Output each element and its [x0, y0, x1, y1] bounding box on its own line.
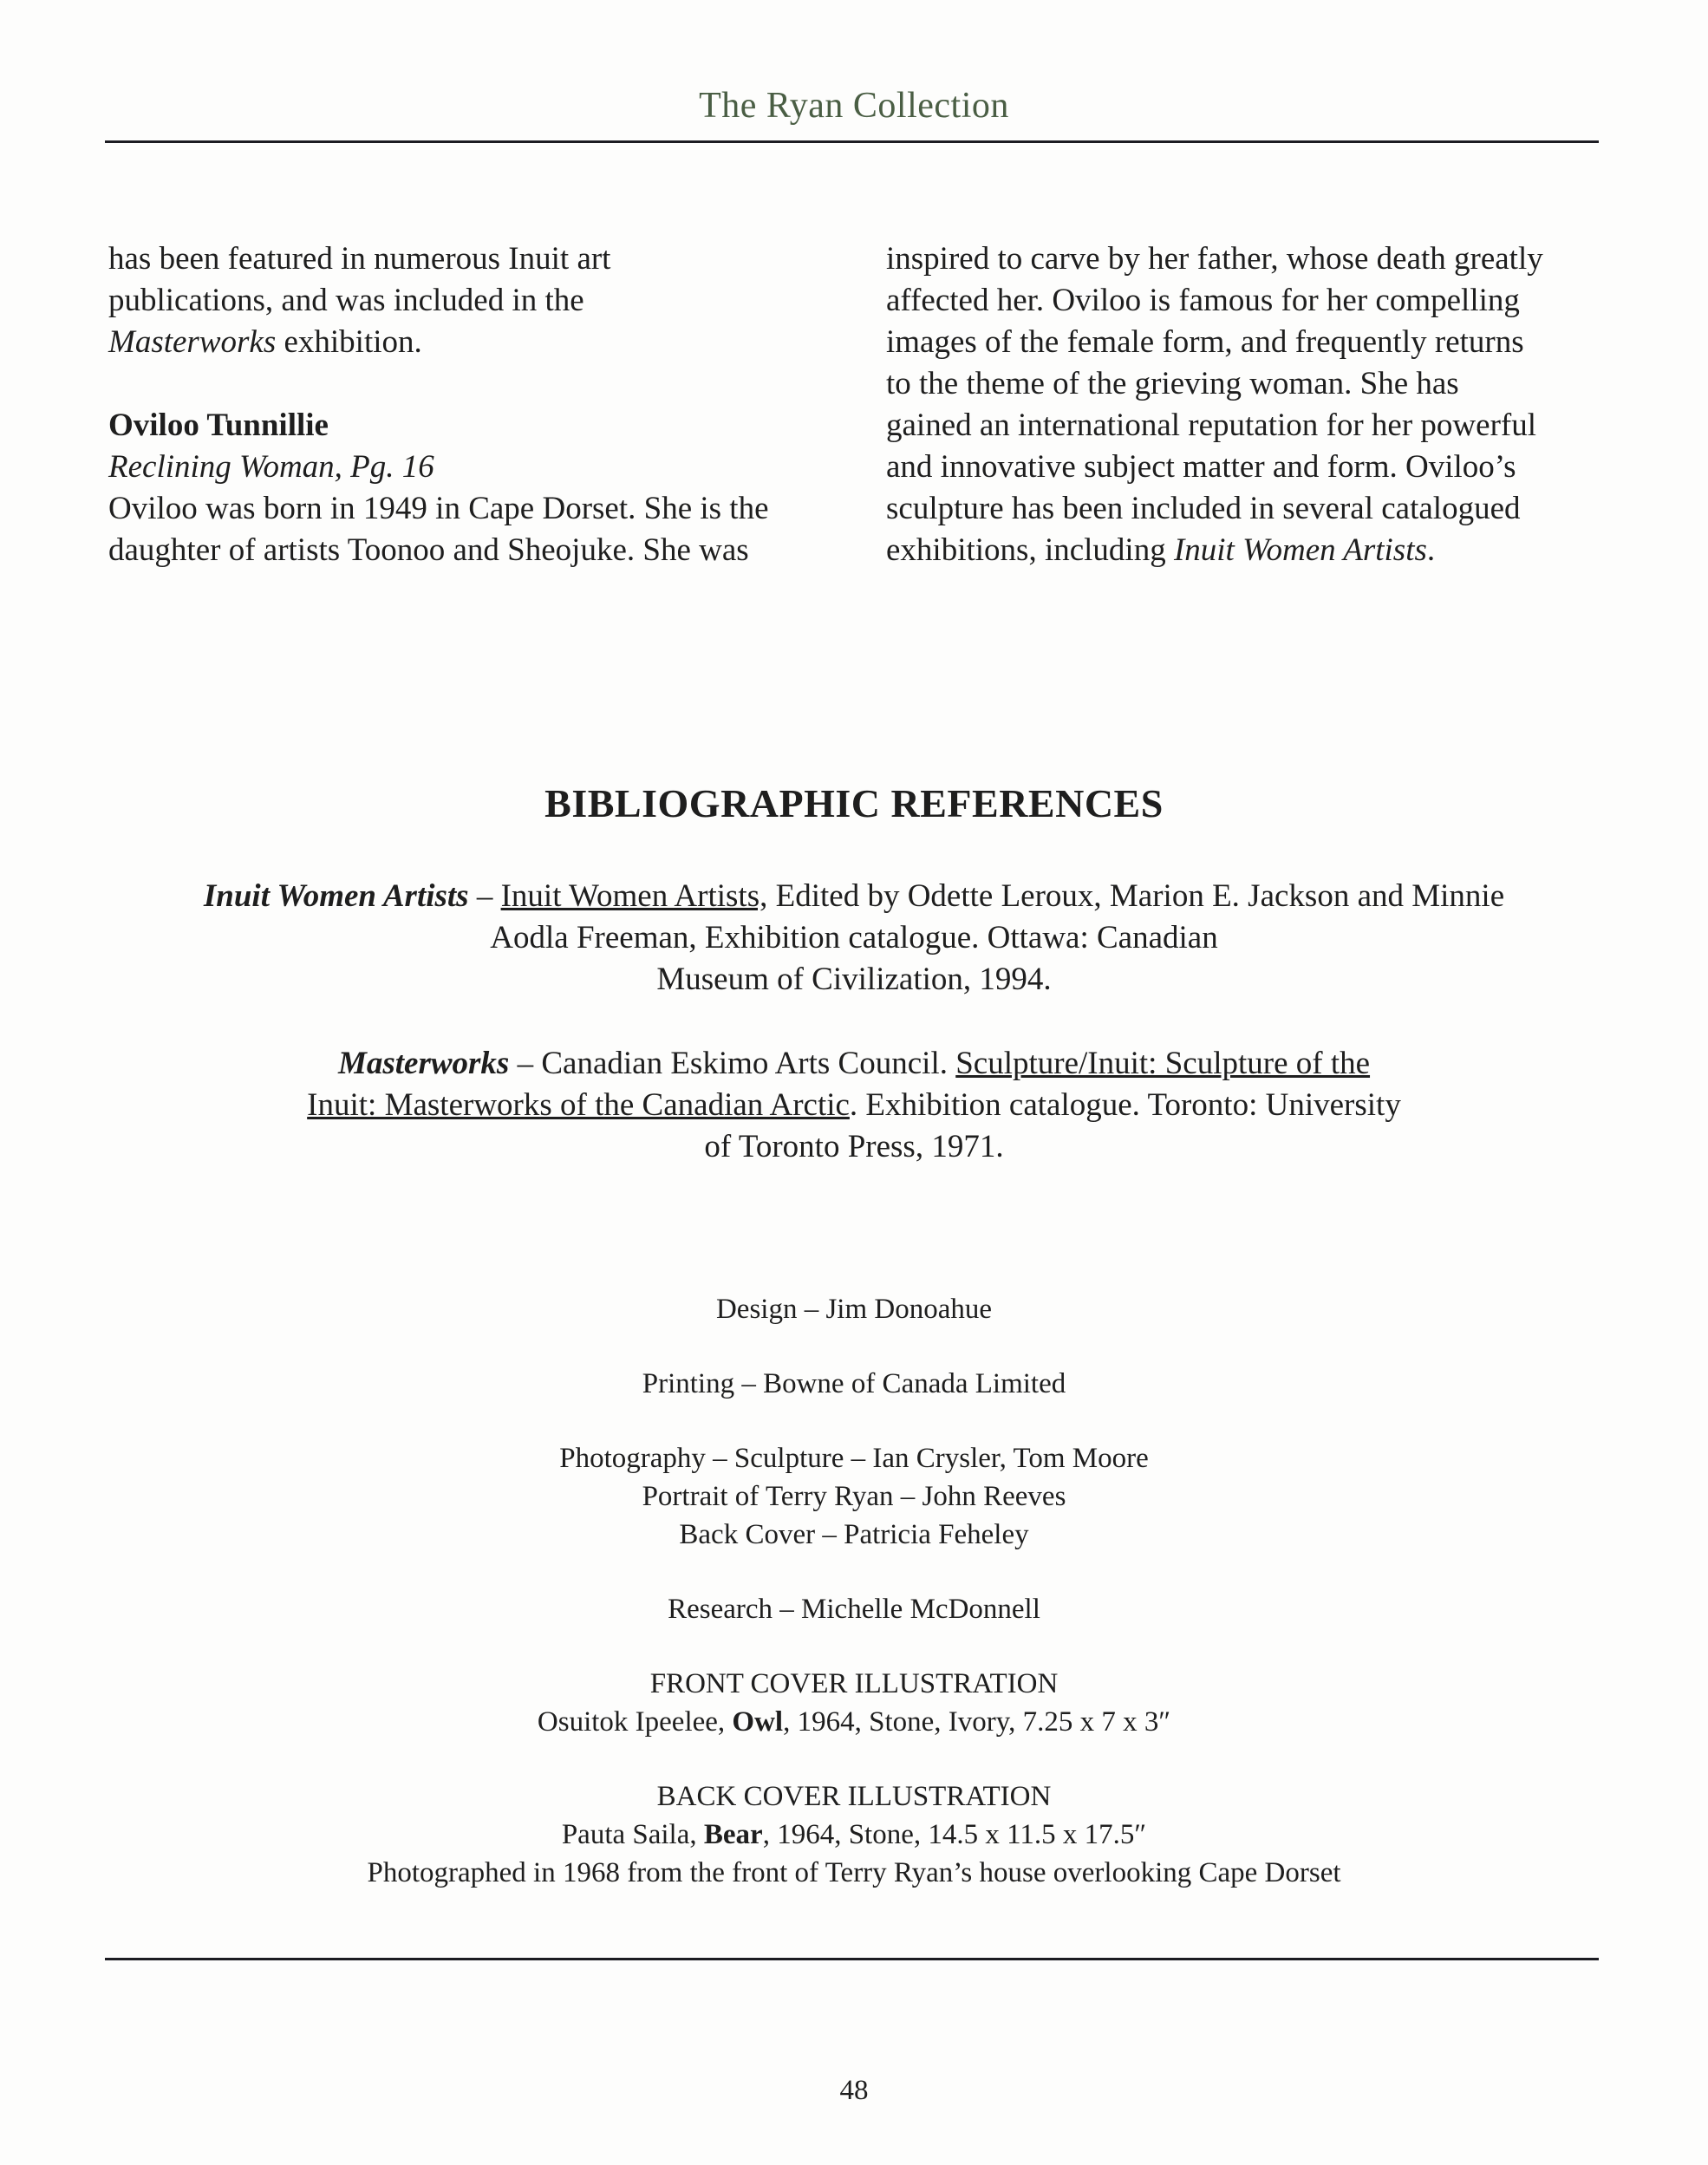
- bio-line: sculpture has been included in several catalogued: [886, 491, 1521, 526]
- separator: –: [468, 878, 501, 914]
- bibliography-heading: BIBLIOGRAPHIC REFERENCES: [544, 781, 1164, 825]
- credit-research: Research – Michelle McDonnell: [668, 1594, 1040, 1625]
- reference-text: Museum of Civilization, 1994.: [656, 962, 1052, 997]
- bio-line: to the theme of the grieving woman. She has: [886, 366, 1459, 401]
- reference-title: Inuit Women Artists,: [500, 878, 768, 914]
- artist-name: Oviloo Tunnillie: [108, 408, 329, 443]
- credit-printing: Printing – Bowne of Canada Limited: [642, 1368, 1066, 1399]
- spacer: [0, 1554, 1708, 1590]
- header-rule: [105, 140, 1599, 143]
- bio-line: affected her. Oviloo is famous for her compelling: [886, 283, 1520, 318]
- spacer: [0, 1628, 1708, 1665]
- running-header: The Ryan Collection: [699, 86, 1009, 126]
- work-details: , 1964, Stone, Ivory, 7.25 x 7 x 3″: [783, 1706, 1171, 1738]
- bio-line: images of the female form, and frequently returns: [886, 324, 1524, 360]
- artist-entry: [108, 405, 828, 571]
- reference-text: Canadian Eskimo Arts Council.: [541, 1046, 956, 1081]
- footer-rule: [105, 1958, 1599, 1960]
- front-cover-heading: FRONT COVER ILLUSTRATION: [649, 1668, 1059, 1699]
- credits-section: [0, 1290, 1708, 1892]
- bibliography-reference: [113, 1043, 1595, 1168]
- back-cover-note: Photographed in 1968 from the front of Terry Ryan’s house overlooking Cape Dorset: [367, 1857, 1341, 1888]
- bio-line: gained an international reputation for her powerful: [886, 408, 1536, 443]
- punctuation: .: [1426, 532, 1436, 568]
- work-details: , 1964, Stone, 14.5 x 11.5 x 17.5″: [762, 1819, 1147, 1850]
- left-column: [108, 238, 828, 571]
- work-title: Owl: [732, 1706, 784, 1738]
- artwork-reference: Reclining Woman, Pg. 16: [108, 449, 434, 485]
- bibliography-reference: [113, 876, 1595, 1001]
- bio-line: inspired to carve by her father, whose death greatly: [886, 241, 1543, 277]
- artist-name: Pauta Saila,: [561, 1819, 704, 1850]
- credit-photography: Photography – Sculpture – Ian Crysler, Tom Moore: [559, 1443, 1149, 1474]
- back-cover-caption: [0, 1816, 1708, 1854]
- spacer: [0, 1403, 1708, 1439]
- reference-text: . Exhibition catalogue. Toronto: University: [849, 1087, 1401, 1123]
- credit-photography: Back Cover – Patricia Feheley: [679, 1519, 1029, 1550]
- bio-line: and innovative subject matter and form. Oviloo’s: [886, 449, 1516, 485]
- reference-text: Aodla Freeman, Exhibition catalogue. Ottawa: Canadian: [490, 920, 1218, 955]
- bio-line: Oviloo was born in 1949 in Cape Dorset. She is the: [108, 491, 769, 526]
- spacer: [0, 1328, 1708, 1365]
- reference-short-title: Inuit Women Artists: [203, 878, 469, 914]
- reference-title: Sculpture/Inuit: Sculpture of the: [955, 1046, 1371, 1081]
- spacer: [108, 363, 828, 405]
- spacer: [0, 1741, 1708, 1777]
- reference-title: Inuit: Masterworks of the Canadian Arctic: [307, 1087, 850, 1123]
- back-cover-heading: BACK COVER ILLUSTRATION: [656, 1781, 1052, 1812]
- work-title: Bear: [703, 1819, 763, 1850]
- bio-line: daughter of artists Toonoo and Sheojuke. She was: [108, 532, 749, 568]
- reference-text: of Toronto Press, 1971.: [704, 1129, 1004, 1164]
- bio-continued: [886, 238, 1623, 571]
- reference-text: Edited by Odette Leroux, Marion E. Jackson and Minnie: [767, 878, 1505, 914]
- right-column: [886, 238, 1623, 571]
- page-number: 48: [839, 2075, 869, 2106]
- text-line: exhibition.: [276, 324, 422, 360]
- intro-text: [108, 238, 828, 363]
- exhibition-title: Masterworks: [108, 324, 277, 360]
- credit-photography: Portrait of Terry Ryan – John Reeves: [642, 1481, 1066, 1512]
- separator: –: [509, 1046, 542, 1081]
- front-cover-caption: [0, 1703, 1708, 1741]
- exhibition-title: Inuit Women Artists: [1173, 532, 1427, 568]
- text-line: publications, and was included in the: [108, 283, 584, 318]
- credit-design: Design – Jim Donoahue: [715, 1294, 993, 1325]
- bio-line: exhibitions, including: [886, 532, 1174, 568]
- text-line: has been featured in numerous Inuit art: [108, 241, 611, 277]
- reference-short-title: Masterworks: [337, 1046, 510, 1081]
- artist-name: Osuitok Ipeelee,: [537, 1706, 733, 1738]
